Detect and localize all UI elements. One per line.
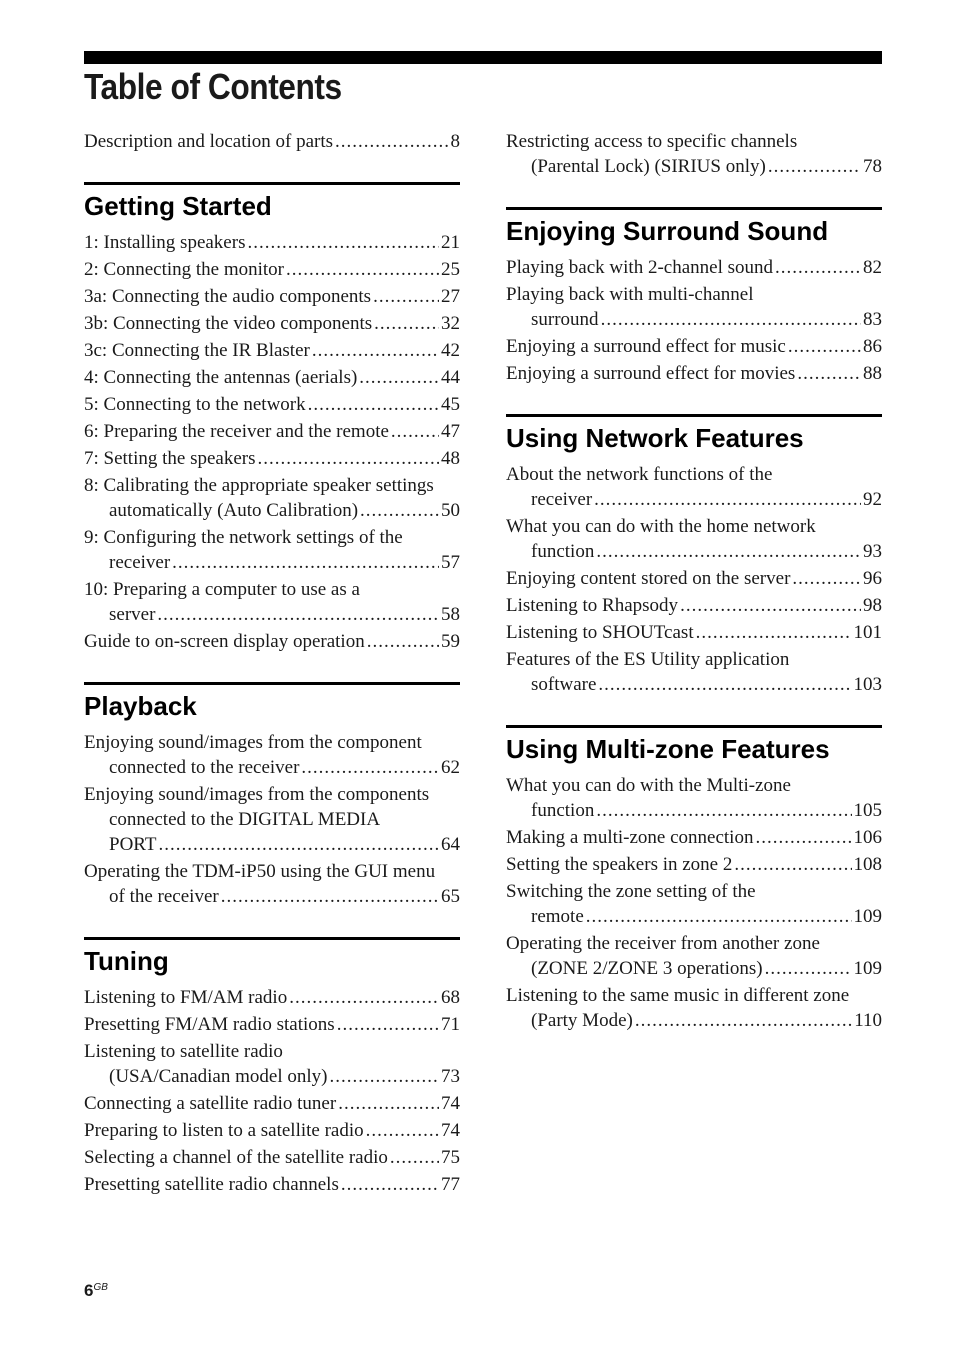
toc-entry-line — [84, 338, 460, 363]
toc-entry[interactable] — [84, 392, 460, 417]
toc-entry-text: 3a: Connecting the audio components — [84, 286, 372, 307]
toc-entry-text: Making a multi-zone connection — [506, 827, 754, 848]
toc-entry-text: Playing back with multi-channel — [506, 284, 754, 305]
toc-page-number: 110 — [854, 1010, 882, 1031]
toc-entry-line — [506, 983, 882, 1008]
toc-entry-text: receiver — [531, 489, 593, 510]
toc-entry[interactable] — [84, 257, 460, 282]
dot-leader — [596, 798, 851, 823]
toc-entry-text: Preparing to listen to a satellite radio — [84, 1120, 364, 1141]
toc-entry-line — [84, 129, 460, 154]
toc-entry[interactable] — [84, 365, 460, 390]
section-heading: Playback — [84, 691, 197, 721]
toc-entry-line — [84, 1064, 460, 1089]
toc-page-number: 96 — [863, 568, 882, 589]
dot-leader — [308, 392, 439, 417]
toc-entry-text: Enjoying sound/images from the components — [84, 784, 430, 805]
top-rule — [84, 51, 882, 64]
dot-leader — [797, 361, 861, 386]
toc-entry-line — [506, 255, 882, 280]
toc-entry-line — [506, 462, 882, 487]
toc-page-number: 44 — [441, 367, 460, 388]
toc-entry[interactable] — [506, 334, 882, 359]
dot-leader — [247, 230, 439, 255]
toc-entry-text: Presetting satellite radio channels — [84, 1174, 339, 1195]
toc-entry[interactable] — [84, 473, 460, 523]
toc-page-number: 32 — [441, 313, 460, 334]
dot-leader — [586, 904, 852, 929]
toc-entry-line — [84, 392, 460, 417]
toc-entry-line — [506, 773, 882, 798]
toc-page-number: 71 — [441, 1014, 460, 1035]
section-heading: Using Network Features — [506, 423, 804, 453]
toc-entry-text: 3b: Connecting the video components — [84, 313, 373, 334]
toc-entry[interactable] — [84, 446, 460, 471]
toc-entry[interactable] — [84, 419, 460, 444]
toc-entry-line — [84, 473, 460, 498]
toc-page-number: 77 — [441, 1174, 460, 1195]
dot-leader — [329, 1064, 439, 1089]
toc-entry-text: 1: Installing speakers — [84, 232, 246, 253]
dot-leader — [768, 154, 861, 179]
toc-entry-line — [506, 904, 882, 929]
toc-entry[interactable] — [506, 255, 882, 280]
toc-page-number: 88 — [863, 363, 882, 384]
dot-leader — [734, 852, 851, 877]
toc-entry-text: server — [109, 604, 156, 625]
toc-page-number: 25 — [441, 259, 460, 280]
toc-entry-text: connected to the receiver — [109, 757, 300, 778]
toc-left-column — [84, 129, 460, 1199]
dot-leader — [635, 1008, 852, 1033]
toc-entry[interactable] — [84, 782, 460, 857]
toc-entry[interactable] — [84, 338, 460, 363]
toc-entry-text: of the receiver — [109, 886, 219, 907]
toc-entry-text: Enjoying sound/images from the component — [84, 732, 422, 753]
toc-entry-text: Listening to the same music in different zone — [506, 985, 850, 1006]
dot-leader — [765, 956, 852, 981]
toc-entry-line — [506, 620, 882, 645]
toc-entry-line — [506, 514, 882, 539]
toc-entry[interactable] — [84, 525, 460, 575]
toc-entry-line — [506, 154, 882, 179]
toc-page-number: 73 — [441, 1066, 460, 1087]
toc-entry-line — [84, 446, 460, 471]
toc-page-number: 74 — [441, 1093, 460, 1114]
toc-entry[interactable] — [506, 647, 882, 697]
toc-entry-text: PORT — [109, 834, 157, 855]
toc-entry-line — [506, 825, 882, 850]
toc-entry-text: What you can do with the Multi-zone — [506, 775, 791, 796]
toc-page-number: 101 — [853, 622, 882, 643]
toc-page-number: 83 — [863, 309, 882, 330]
section-getting-started — [84, 182, 460, 654]
toc-entry[interactable] — [84, 1012, 460, 1037]
toc-entry[interactable] — [506, 931, 882, 981]
toc-entry-text: 6: Preparing the receiver and the remote — [84, 421, 389, 442]
toc-entry-text: (Party Mode) — [531, 1010, 633, 1031]
toc-entry-line — [506, 566, 882, 591]
toc-entry-line — [84, 365, 460, 390]
toc-entry-line — [84, 311, 460, 336]
toc-entry[interactable] — [506, 282, 882, 332]
dot-leader — [366, 1118, 439, 1143]
toc-page-number: 75 — [441, 1147, 460, 1168]
toc-entry-text: software — [531, 674, 597, 695]
toc-entry-text: Presetting FM/AM radio stations — [84, 1014, 335, 1035]
toc-page-number: 47 — [441, 421, 460, 442]
toc-page-number: 21 — [441, 232, 460, 253]
toc-page-number: 57 — [441, 552, 460, 573]
dot-leader — [374, 311, 439, 336]
page-title: Table of Contents — [84, 66, 342, 107]
toc-entry-line — [506, 931, 882, 956]
toc-entry-line — [84, 859, 460, 884]
toc-entry-text: Listening to SHOUTcast — [506, 622, 694, 643]
toc-entry-text: 5: Connecting to the network — [84, 394, 306, 415]
toc-entry-text: 2: Connecting the monitor — [84, 259, 285, 280]
toc-entry-text: Setting the speakers in zone 2 — [506, 854, 733, 875]
toc-entry[interactable] — [506, 852, 882, 877]
toc-entry-text: connected to the DIGITAL MEDIA — [109, 809, 381, 830]
toc-entry-text: Listening to Rhapsody — [506, 595, 679, 616]
toc-entry-text: 7: Setting the speakers — [84, 448, 256, 469]
toc-entry-text: Guide to on-screen display operation — [84, 631, 365, 652]
dot-leader — [289, 985, 439, 1010]
toc-entry[interactable] — [84, 985, 460, 1010]
toc-entry-line — [84, 550, 460, 575]
toc-page-number: 78 — [863, 156, 882, 177]
dot-leader — [338, 1091, 439, 1116]
dot-leader — [696, 620, 852, 645]
toc-page-number: 109 — [853, 906, 882, 927]
dot-leader — [341, 1172, 439, 1197]
toc-entry-line — [84, 629, 460, 654]
toc-entry-text: Features of the ES Utility application — [506, 649, 790, 670]
dot-leader — [286, 257, 439, 282]
toc-entry[interactable] — [84, 1091, 460, 1116]
toc-entry[interactable] — [506, 361, 882, 386]
toc-entry-text: 4: Connecting the antennas (aerials) — [84, 367, 358, 388]
dot-leader — [788, 334, 861, 359]
dot-leader — [601, 307, 861, 332]
toc-entry[interactable] — [84, 311, 460, 336]
toc-entry[interactable] — [84, 230, 460, 255]
dot-leader — [596, 539, 861, 564]
dot-leader — [594, 487, 861, 512]
toc-entry-line — [84, 577, 460, 602]
toc-entry[interactable] — [506, 879, 882, 929]
toc-entry[interactable] — [84, 1039, 460, 1089]
toc-entry-line — [506, 672, 882, 697]
toc-entry-text: Enjoying content stored on the server — [506, 568, 791, 589]
toc-entry[interactable] — [506, 129, 882, 179]
toc-entry[interactable] — [84, 1118, 460, 1143]
toc-entry-text: 8: Calibrating the appropriate speaker settings — [84, 475, 434, 496]
toc-entry-text: Connecting a satellite radio tuner — [84, 1093, 337, 1114]
toc-entry-text: Operating the receiver from another zone — [506, 933, 820, 954]
toc-entry-text: 9: Configuring the network settings of the — [84, 527, 403, 548]
toc-entry[interactable] — [506, 825, 882, 850]
toc-entry-text: (ZONE 2/ZONE 3 operations) — [531, 958, 763, 979]
section-heading: Enjoying Surround Sound — [506, 216, 829, 246]
toc-page-number: 27 — [441, 286, 460, 307]
toc-entry-line — [84, 1012, 460, 1037]
section-playback — [84, 682, 460, 909]
toc-page-number: 48 — [441, 448, 460, 469]
toc-entry[interactable] — [84, 129, 460, 154]
toc-entry-line — [506, 593, 882, 618]
toc-entry-text: Playing back with 2-channel sound — [506, 257, 774, 278]
toc-entry-line — [506, 879, 882, 904]
toc-entry[interactable] — [84, 577, 460, 627]
toc-entry-text: remote — [531, 906, 584, 927]
toc-entry[interactable] — [506, 514, 882, 564]
page-number — [84, 1281, 108, 1301]
toc-entry-text: automatically (Auto Calibration) — [109, 500, 359, 521]
page-number-value: 6 — [84, 1281, 94, 1300]
toc-entry-text: 10: Preparing a computer to use as a — [84, 579, 360, 600]
toc-page-number: 82 — [863, 257, 882, 278]
toc-entry-line — [506, 129, 882, 154]
toc-entry[interactable] — [506, 983, 882, 1033]
dot-leader — [258, 446, 440, 471]
toc-entry-line — [84, 257, 460, 282]
toc-page-number: 105 — [853, 800, 882, 821]
toc-entry[interactable] — [506, 566, 882, 591]
toc-page-number: 64 — [441, 834, 460, 855]
toc-entry[interactable] — [84, 859, 460, 909]
toc-entry-line — [506, 361, 882, 386]
toc-entry-line — [84, 1039, 460, 1064]
toc-entry[interactable] — [506, 593, 882, 618]
toc-entry-line — [506, 852, 882, 877]
dot-leader — [775, 255, 861, 280]
toc-entry-line — [506, 282, 882, 307]
toc-entry-text: Selecting a channel of the satellite radio — [84, 1147, 388, 1168]
toc-page-number: 92 — [863, 489, 882, 510]
toc-entry-line — [506, 334, 882, 359]
toc-page-number: 86 — [863, 336, 882, 357]
dot-leader — [792, 566, 861, 591]
toc-page-number: 65 — [441, 886, 460, 907]
toc-entry-line — [506, 487, 882, 512]
toc-entry-line — [506, 307, 882, 332]
toc-entry[interactable] — [506, 773, 882, 823]
toc-entry[interactable] — [84, 1172, 460, 1197]
toc-entry-text: Switching the zone setting of the — [506, 881, 756, 902]
section-heading: Getting Started — [84, 191, 272, 221]
dot-leader — [301, 755, 439, 780]
toc-page-number: 74 — [441, 1120, 460, 1141]
dot-leader — [359, 365, 439, 390]
dot-leader — [391, 419, 439, 444]
toc-entry-line — [84, 525, 460, 550]
toc-entry-line — [84, 284, 460, 309]
toc-entry-text: What you can do with the home network — [506, 516, 816, 537]
dot-leader — [373, 284, 439, 309]
dot-leader — [598, 672, 851, 697]
toc-page-number: 108 — [853, 854, 882, 875]
toc-entry[interactable] — [506, 462, 882, 512]
dot-leader — [335, 129, 448, 154]
toc-entry-text: function — [531, 541, 595, 562]
toc-entry[interactable] — [84, 284, 460, 309]
dot-leader — [312, 338, 439, 363]
toc-entry-text: receiver — [109, 552, 171, 573]
toc-entry-line — [84, 782, 460, 807]
toc-entry-line — [506, 956, 882, 981]
toc-page-number: 68 — [441, 987, 460, 1008]
toc-entry-line — [506, 539, 882, 564]
toc-entry-line — [84, 1091, 460, 1116]
dot-leader — [172, 550, 439, 575]
toc-entry[interactable] — [84, 629, 460, 654]
toc-entry-line — [84, 730, 460, 755]
toc-entry-text: Enjoying a surround effect for music — [506, 336, 786, 357]
toc-entry-line — [84, 807, 460, 832]
toc-entry-text: (USA/Canadian model only) — [109, 1066, 328, 1087]
toc-entry-line — [84, 985, 460, 1010]
toc-entry-line — [84, 419, 460, 444]
toc-entry[interactable] — [506, 620, 882, 645]
toc-entry-line — [84, 1145, 460, 1170]
toc-entry-text: (Parental Lock) (SIRIUS only) — [531, 156, 766, 177]
toc-page-number: 42 — [441, 340, 460, 361]
section-heading: Using Multi-zone Features — [506, 734, 830, 764]
section-using-network-features — [506, 414, 882, 697]
toc-entry[interactable] — [84, 1145, 460, 1170]
dot-leader — [680, 593, 861, 618]
toc-page-number: 109 — [853, 958, 882, 979]
toc-page-number: 62 — [441, 757, 460, 778]
dot-leader — [158, 832, 439, 857]
toc-page-number: 58 — [441, 604, 460, 625]
toc-entry-line — [84, 884, 460, 909]
section-tuning — [84, 937, 460, 1197]
toc-entry-text: Enjoying a surround effect for movies — [506, 363, 796, 384]
dot-leader — [337, 1012, 439, 1037]
toc-entry-text: surround — [531, 309, 599, 330]
toc-entry-line — [84, 498, 460, 523]
dot-leader — [367, 629, 439, 654]
dot-leader — [157, 602, 439, 627]
dot-leader — [221, 884, 439, 909]
page-region: GB — [93, 1282, 108, 1293]
toc-page-number: 45 — [441, 394, 460, 415]
toc-page-number: 98 — [863, 595, 882, 616]
toc-entry-line — [506, 647, 882, 672]
toc-entry-text: 3c: Connecting the IR Blaster — [84, 340, 310, 361]
toc-entry-text: Operating the TDM-iP50 using the GUI menu — [84, 861, 436, 882]
section-using-multi-zone-features — [506, 725, 882, 1033]
toc-entry-line — [84, 602, 460, 627]
toc-page-number: 50 — [441, 500, 460, 521]
toc-entry-line — [84, 1172, 460, 1197]
toc-entry-line — [84, 1118, 460, 1143]
toc-entry-line — [84, 230, 460, 255]
toc-entry-text: Listening to satellite radio — [84, 1041, 283, 1062]
dot-leader — [390, 1145, 439, 1170]
toc-page-number: 106 — [853, 827, 882, 848]
section-heading: Tuning — [84, 946, 169, 976]
toc-entry-line — [84, 832, 460, 857]
toc-entry-line — [84, 755, 460, 780]
toc-page-number: 93 — [863, 541, 882, 562]
toc-entry-text: Restricting access to specific channels — [506, 131, 798, 152]
section-enjoying-surround-sound — [506, 207, 882, 386]
toc-page-number: 59 — [441, 631, 460, 652]
toc-entry-line — [506, 798, 882, 823]
dot-leader — [755, 825, 851, 850]
toc-entry-text: About the network functions of the — [506, 464, 773, 485]
toc-entry-text: Listening to FM/AM radio — [84, 987, 288, 1008]
toc-entry-text: function — [531, 800, 595, 821]
toc-entry[interactable] — [84, 730, 460, 780]
toc-entry-line — [506, 1008, 882, 1033]
dot-leader — [360, 498, 439, 523]
toc-page-number: 103 — [853, 674, 882, 695]
toc-entry-text: Description and location of parts — [84, 131, 334, 152]
toc-page-number: 8 — [450, 131, 460, 152]
toc-right-column — [506, 129, 882, 1035]
